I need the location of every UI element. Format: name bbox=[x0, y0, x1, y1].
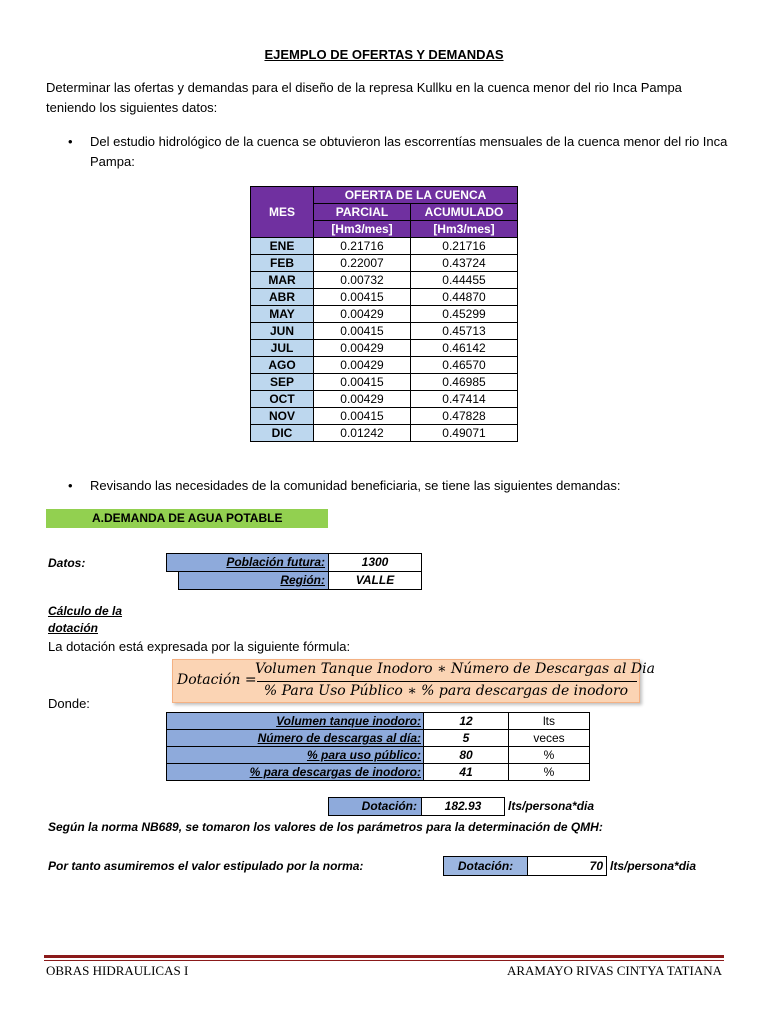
bullet-hydrology-line1: Del estudio hidrológico de la cuenca se obtuvieron las escorrentías mensuales de la cuenca menor del rio Inca bbox=[90, 134, 728, 149]
acumulado-cell: 0.45299 bbox=[411, 306, 518, 323]
table-row bbox=[251, 238, 518, 255]
param-value: 5 bbox=[424, 730, 509, 747]
col-parcial-header: PARCIAL bbox=[314, 204, 411, 221]
month-cell: DIC bbox=[251, 425, 314, 442]
param-unit: lts bbox=[509, 713, 590, 730]
dotacion-label-cell bbox=[328, 797, 422, 816]
poblacion-value-cell bbox=[328, 553, 422, 572]
table-row bbox=[251, 408, 518, 425]
dotacion-unit: lts/persona*dia bbox=[508, 799, 595, 813]
bullet-demands bbox=[68, 476, 728, 496]
formula-box bbox=[172, 659, 655, 703]
month-cell: SEP bbox=[251, 374, 314, 391]
parcial-cell: 0.00429 bbox=[314, 306, 411, 323]
poblacion-label-cell bbox=[166, 553, 329, 572]
param-row bbox=[167, 764, 590, 781]
calculo-heading-line2: dotación bbox=[48, 621, 98, 635]
param-value: 41 bbox=[424, 764, 509, 781]
norma-text: Según la norma NB689, se tomaron los valores de los parámetros para la determinación de QMH: bbox=[48, 820, 603, 834]
asumir-value-cell bbox=[527, 856, 607, 876]
bullet-demands-text: Revisando las necesidades de la comunidad beneficiaria, se tiene las siguientes demandas: bbox=[90, 478, 621, 493]
asumir-text: Por tanto asumiremos el valor estipulado por la norma: bbox=[48, 859, 364, 873]
param-label: Número de descargas al día: bbox=[167, 730, 424, 747]
acumulado-cell: 0.21716 bbox=[411, 238, 518, 255]
calculo-heading-line1: Cálculo de la bbox=[48, 604, 123, 618]
table-row bbox=[251, 255, 518, 272]
table-row bbox=[251, 391, 518, 408]
parcial-cell: 0.00415 bbox=[314, 289, 411, 306]
month-cell: OCT bbox=[251, 391, 314, 408]
footer-left: OBRAS HIDRAULICAS I bbox=[46, 963, 189, 978]
col-acumulado-header: ACUMULADO bbox=[411, 204, 518, 221]
parcial-cell: 0.01242 bbox=[314, 425, 411, 442]
param-label: % para uso público: bbox=[167, 747, 424, 764]
bullet-hydrology bbox=[68, 132, 728, 172]
intro-paragraph: Determinar las ofertas y demandas para el diseño de la represa Kullku en la cuenca menor del rio Inca Pampa teniendo los siguientes datos: bbox=[46, 80, 682, 115]
col-parcial-unit: [Hm3/mes] bbox=[314, 221, 411, 238]
param-row bbox=[167, 730, 590, 747]
datos-label: Datos: bbox=[48, 556, 86, 570]
parcial-cell: 0.21716 bbox=[314, 238, 411, 255]
table-row bbox=[251, 374, 518, 391]
parcial-cell: 0.00415 bbox=[314, 323, 411, 340]
footer-right: ARAMAYO RIVAS CINTYA TATIANA bbox=[506, 963, 722, 978]
parcial-cell: 0.00429 bbox=[314, 391, 411, 408]
footer-rule-thick bbox=[44, 955, 724, 958]
month-cell: ENE bbox=[251, 238, 314, 255]
parcial-cell: 0.22007 bbox=[314, 255, 411, 272]
parcial-cell: 0.00415 bbox=[314, 374, 411, 391]
acumulado-cell: 0.46570 bbox=[411, 357, 518, 374]
oferta-table bbox=[250, 186, 518, 442]
calculo-heading bbox=[48, 603, 122, 637]
param-unit: veces bbox=[509, 730, 590, 747]
bullet-hydrology-line2: Pampa: bbox=[90, 154, 135, 169]
page-title: EJEMPLO DE OFERTAS Y DEMANDAS bbox=[264, 47, 504, 62]
acumulado-cell: 0.44455 bbox=[411, 272, 518, 289]
month-cell: AGO bbox=[251, 357, 314, 374]
region-value: VALLE bbox=[355, 573, 395, 587]
param-unit: % bbox=[509, 764, 590, 781]
table-row bbox=[251, 289, 518, 306]
acumulado-cell: 0.43724 bbox=[411, 255, 518, 272]
region-value-cell bbox=[328, 571, 422, 590]
region-label: Región: bbox=[280, 573, 325, 587]
dotacion-value-cell bbox=[421, 797, 505, 816]
month-cell: FEB bbox=[251, 255, 314, 272]
group-header: OFERTA DE LA CUENCA bbox=[314, 187, 518, 204]
param-value: 12 bbox=[424, 713, 509, 730]
table-row bbox=[251, 340, 518, 357]
month-cell: MAY bbox=[251, 306, 314, 323]
param-value: 80 bbox=[424, 747, 509, 764]
param-row bbox=[167, 747, 590, 764]
acumulado-cell: 0.44870 bbox=[411, 289, 518, 306]
fraction-bar bbox=[257, 681, 637, 682]
param-label: Volumen tanque inodoro: bbox=[167, 713, 424, 730]
param-unit: % bbox=[509, 747, 590, 764]
parcial-cell: 0.00429 bbox=[314, 357, 411, 374]
month-cell: MAR bbox=[251, 272, 314, 289]
parcial-cell: 0.00732 bbox=[314, 272, 411, 289]
col-mes-header: MES bbox=[251, 187, 314, 238]
acumulado-cell: 0.47828 bbox=[411, 408, 518, 425]
acumulado-cell: 0.46985 bbox=[411, 374, 518, 391]
bullet-icon: • bbox=[68, 134, 73, 149]
formula-numerator: Volumen Tanque Inodoro ∗ Número de Descargas al Dia bbox=[255, 661, 655, 677]
param-row bbox=[167, 713, 590, 730]
section-a-header bbox=[46, 509, 328, 528]
poblacion-value: 1300 bbox=[361, 555, 389, 569]
donde-label: Donde: bbox=[48, 696, 90, 711]
footer-rule-thin bbox=[44, 960, 724, 961]
formula-lhs: Dotación = bbox=[177, 672, 257, 688]
month-cell: JUN bbox=[251, 323, 314, 340]
asumir-label-cell bbox=[443, 856, 528, 876]
asumir-unit: lts/persona*dia bbox=[610, 859, 697, 873]
acumulado-cell: 0.47414 bbox=[411, 391, 518, 408]
asumir-value: 70 bbox=[589, 859, 603, 873]
dotacion-value: 182.93 bbox=[444, 799, 482, 813]
formula-denominator: % Para Uso Público ∗ % para descargas de inodoro bbox=[263, 683, 629, 699]
parcial-cell: 0.00415 bbox=[314, 408, 411, 425]
table-row bbox=[251, 306, 518, 323]
col-acumulado-unit: [Hm3/mes] bbox=[411, 221, 518, 238]
month-cell: ABR bbox=[251, 289, 314, 306]
table-row bbox=[251, 357, 518, 374]
table-row bbox=[251, 272, 518, 289]
month-cell: JUL bbox=[251, 340, 314, 357]
section-a-title: A.DEMANDA DE AGUA POTABLE bbox=[92, 511, 283, 525]
acumulado-cell: 0.46142 bbox=[411, 340, 518, 357]
table-row bbox=[251, 323, 518, 340]
asumir-label: Dotación: bbox=[457, 859, 514, 873]
month-cell: NOV bbox=[251, 408, 314, 425]
acumulado-cell: 0.49071 bbox=[411, 425, 518, 442]
poblacion-label: Población futura: bbox=[226, 555, 325, 569]
param-label: % para descargas de inodoro: bbox=[167, 764, 424, 781]
parcial-cell: 0.00429 bbox=[314, 340, 411, 357]
acumulado-cell: 0.45713 bbox=[411, 323, 518, 340]
calculo-text: La dotación está expresada por la siguiente fórmula: bbox=[48, 639, 351, 654]
bullet-icon: • bbox=[68, 478, 73, 493]
table-row bbox=[251, 425, 518, 442]
params-table bbox=[166, 712, 590, 781]
dotacion-label: Dotación: bbox=[361, 799, 417, 813]
region-label-cell bbox=[178, 571, 329, 590]
